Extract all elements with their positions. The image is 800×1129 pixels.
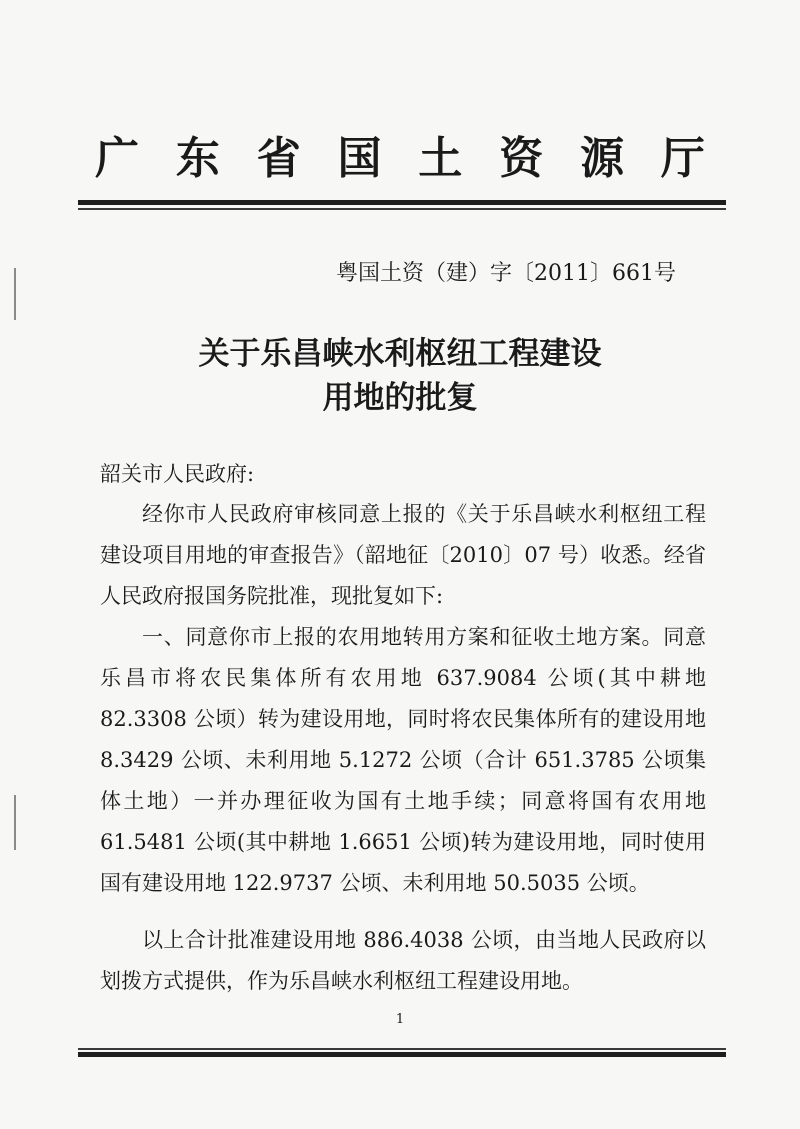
document-title — [0, 332, 800, 420]
letterhead-char: 源 — [580, 133, 625, 184]
letterhead-char: 广 — [95, 133, 139, 184]
letterhead-char: 省 — [256, 133, 301, 184]
letterhead-char: 东 — [175, 133, 220, 184]
letterhead-char: 资 — [499, 133, 544, 184]
letterhead-char: 厅 — [660, 133, 705, 184]
letterhead-char: 国 — [337, 133, 382, 184]
document-title-line2: 用地的批复 — [322, 380, 478, 416]
binding-mark-top — [14, 268, 16, 320]
body-paragraph: 以上合计批准建设用地 886.4038 公顷，由当地人民政府以划拨方式提供，作为乐昌峡水利枢纽工程建设用地。 — [100, 928, 706, 993]
binding-mark-bottom — [14, 795, 16, 850]
body-paragraph: 一、同意你市上报的农用地转用方案和征收土地方案。同意乐昌市将农民集体所有农用地 637.9084 公顷(其中耕地 82.3308 公顷）转为建设用地，同时将农民集体所有的建设用地 8.3429 公顷、未利用地 5.1272 公顷（合计 651.3785 公顷集体土地）一并办理征收为国有土地手续；同意将国有农用地 61.5481 公顷(其中耕地 1.6651 公顷)转为建设用地，同时使用国有建设用地 122.9737 公顷、未利用地 50.5035 公顷。 — [100, 625, 706, 895]
page-number: 1 — [395, 1012, 405, 1027]
salutation: 韶关市人民政府: — [100, 462, 255, 486]
letterhead-divider-thick — [78, 200, 726, 205]
document-body — [100, 494, 706, 1002]
letterhead-organization — [95, 122, 705, 186]
letterhead-divider-thin — [78, 208, 726, 210]
footer-divider-thick — [78, 1052, 726, 1057]
document-number: 粤国土资（建）字〔2011〕661号 — [336, 261, 676, 286]
body-paragraph: 经你市人民政府审核同意上报的《关于乐昌峡水利枢纽工程建设项目用地的审查报告》（韶地征〔2010〕07 号）收悉。经省人民政府报国务院批准，现批复如下: — [100, 502, 706, 608]
document-title-line1: 关于乐昌峡水利枢纽工程建设 — [198, 336, 602, 372]
footer-divider-thin — [78, 1048, 726, 1050]
letterhead-char: 土 — [418, 133, 463, 184]
